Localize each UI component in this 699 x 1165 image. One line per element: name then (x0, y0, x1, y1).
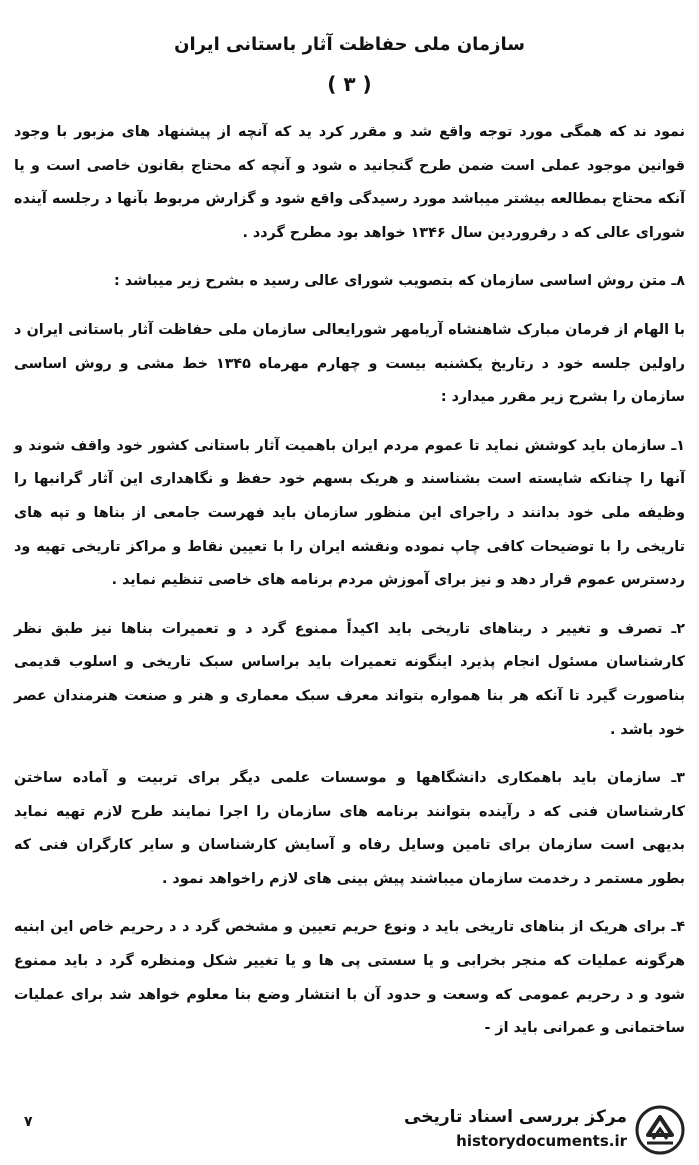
paragraph: ۸ـ متن روش اساسی سازمان که بتصویب شورای عالی رسید ه بشرح زیر میباشد : (114, 273, 685, 290)
document-title: سازمان ملی حفاظت آثار باستانی ایران (174, 34, 525, 55)
paragraph: ۲ـ تصرف و تغییر د ربناهای تاریخی باید اکیداً ممنوع گرد د و تعمیرات بناها نیز طبق نظر کارشناسان مسئول انجام پذیرد اینگونه تعمیرات باید براساس سبک تاریخی و اسلوب قدیمی بناصورت گیرد تا آنکه هر بنا همواره بتواند معرف سبک معماری و هنر و صنعت هنرمندان عصر خود باشد . (14, 620, 685, 738)
watermark-url[interactable]: historydocuments.ir (456, 1132, 627, 1150)
paragraph: نمود ند که همگی مورد توجه واقع شد و مقرر کرد ید که آنچه از پیشنهاد های مزبور با وجود قوانین موجود عملی است ضمن طرح گنجانید ه شود و آنچه که محتاج بقانون خاصی است و یا آنکه محتاج بمطالعه بیشتر میباشد مورد رسیدگی واقع شود و گزارش مربوط بآنها د رجلسه آینده شورای عالی که د رفروردین سال ۱۳۴۶ خواهد بود مطرح گردد . (14, 124, 685, 241)
paragraph: ۴ـ برای هریک از بناهای تاریخی باید د ونوع حریم تعیین و مشخص گرد د د رحریم خاص این ابنیه هرگونه عملیات که منجر بخرابی و یا سستی پی ها و یا تغییر شکل ومنظره گرد د باید ممنوع شود و د رحریم عمومی که وسعت و حدود آن با انتشار وضع بنا معلوم خواهد شد برای عملیات ساختمانی و عمرانی باید از - (14, 919, 685, 1037)
page-number: ( ۳ ) (327, 72, 372, 96)
paragraph: ۳ـ سازمان باید باهمکاری دانشگاهها و موسسات علمی دیگر برای تربیت و آماده ساختن کارشناسان فنی که د رآینده بتوانند برنامه های سازمان را اجرا نمایند طرح لازم تهیه نماید بدیهی است سازمان برای تامین وسایل رفاه و آسایش کارشناسان و سایر کارگران فنی که بطور مستمر د رخدمت سازمان میباشند پیش بینی های لازم راخواهد نمود . (14, 770, 685, 887)
document-body (14, 116, 685, 1046)
footnote-mark: ۷ (24, 1114, 33, 1130)
archive-logo-icon (635, 1105, 685, 1155)
paragraph: ۱ـ سازمان باید کوشش نماید تا عموم مردم ایران باهمیت آثار باستانی کشور خود واقف شوند و آنها را چنانکه شایسته است بشناسند و هریک بسهم خود حفظ و نگاهداری این آثار گرانبها را وظیفه ملی خود بدانند د راجرای این منظور سازمان باید فهرست جامعی از بناها و تپه های تاریخی را با توضیحات کافی چاپ نموده ونقشه ایران را با تعیین نقاط و مراکز تاریخی تهیه ود ردسترس عموم قرار دهد و نیز برای آموزش مردم برنامه های خاصی تنظیم نماید . (14, 437, 685, 589)
watermark (404, 1102, 691, 1157)
paragraph: با الهام از فرمان مبارک شاهنشاه آریامهر شورایعالی سازمان ملی حفاظت آثار باستانی ایران د راولین جلسه خود د رتاریخ یکشنبه بیست و چهارم مهرماه ۱۳۴۵ خط مشی و روش اساسی سازمان را بشرح زیر مقرر میدارد : (14, 321, 685, 406)
watermark-title: مرکز بررسی اسناد تاریخی (404, 1107, 627, 1127)
